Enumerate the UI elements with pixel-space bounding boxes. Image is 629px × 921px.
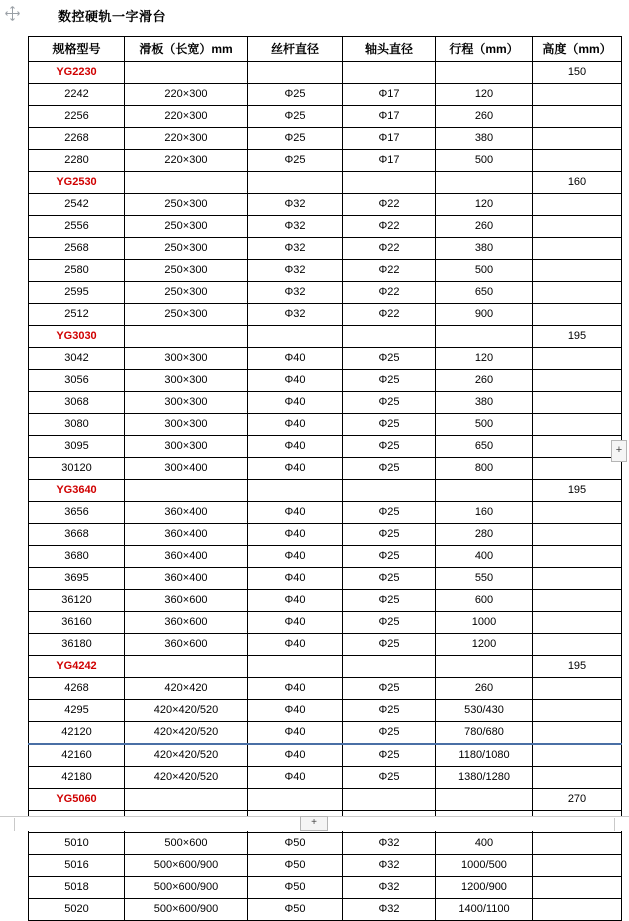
table-row [29,524,622,546]
cell-slide-size: 500×600 [125,833,248,855]
cell-travel: 650 [436,282,533,304]
cell-slide-size [125,480,248,502]
cell-travel: 260 [436,370,533,392]
cell-travel [436,62,533,84]
cell-screw-diameter: Φ40 [248,546,343,568]
cell-travel: 1200/900 [436,877,533,899]
column-header-model: 规格型号 [29,37,125,62]
cell-screw-diameter: Φ32 [248,282,343,304]
cell-model: 3680 [29,546,125,568]
cell-travel: 380 [436,238,533,260]
cell-slide-size: 500×600/900 [125,877,248,899]
cell-travel [436,326,533,348]
cell-height [533,414,622,436]
cell-height [533,282,622,304]
cell-model: YG3640 [29,480,125,502]
cell-screw-diameter: Φ40 [248,678,343,700]
cell-height [533,436,622,458]
cell-slide-size: 300×300 [125,370,248,392]
cell-model: YG4242 [29,656,125,678]
cell-slide-size: 250×300 [125,216,248,238]
cell-height [533,194,622,216]
table-row [29,238,622,260]
cell-shaft-diameter [343,62,436,84]
cell-slide-size: 420×420/520 [125,700,248,722]
cell-screw-diameter [248,326,343,348]
cell-screw-diameter: Φ50 [248,833,343,855]
table-row [29,744,622,767]
table-row [29,568,622,590]
cell-travel [436,480,533,502]
cell-shaft-diameter: Φ17 [343,84,436,106]
cell-shaft-diameter: Φ25 [343,612,436,634]
bottom-left-corner [0,818,15,831]
cell-height [533,612,622,634]
cell-travel [436,172,533,194]
cell-model: 2568 [29,238,125,260]
cell-height: 195 [533,480,622,502]
cell-slide-size: 250×300 [125,260,248,282]
table-row [29,634,622,656]
cell-height [533,524,622,546]
cell-screw-diameter [248,656,343,678]
cell-model: 3056 [29,370,125,392]
cell-screw-diameter: Φ32 [248,194,343,216]
cell-slide-size: 220×300 [125,106,248,128]
cell-travel: 120 [436,84,533,106]
cell-shaft-diameter: Φ17 [343,150,436,172]
cell-screw-diameter [248,172,343,194]
cell-travel: 500 [436,150,533,172]
cell-slide-size: 300×300 [125,348,248,370]
cell-model: 2512 [29,304,125,326]
cell-travel: 280 [436,524,533,546]
cell-slide-size [125,789,248,811]
cell-height [533,744,622,767]
table-group-row [29,480,622,502]
cell-screw-diameter: Φ40 [248,590,343,612]
cell-height [533,304,622,326]
table-row [29,370,622,392]
cell-shaft-diameter: Φ25 [343,634,436,656]
cell-model: 2256 [29,106,125,128]
cell-travel: 550 [436,568,533,590]
cell-model: 3042 [29,348,125,370]
cell-screw-diameter: Φ50 [248,855,343,877]
cell-slide-size: 360×400 [125,546,248,568]
cell-travel [436,789,533,811]
cell-shaft-diameter: Φ25 [343,722,436,745]
cell-screw-diameter: Φ40 [248,436,343,458]
cell-screw-diameter: Φ32 [248,260,343,282]
cell-screw-diameter: Φ40 [248,458,343,480]
cell-slide-size: 420×420/520 [125,722,248,745]
cell-height: 160 [533,172,622,194]
cell-slide-size: 360×400 [125,568,248,590]
cell-shaft-diameter: Φ17 [343,106,436,128]
cell-slide-size [125,326,248,348]
cell-model: 3656 [29,502,125,524]
cell-height [533,833,622,855]
cell-slide-size: 250×300 [125,238,248,260]
cell-slide-size: 360×400 [125,502,248,524]
table-row [29,458,622,480]
cell-slide-size: 220×300 [125,150,248,172]
cell-model: 2556 [29,216,125,238]
table-header-row [29,37,622,62]
cell-travel: 120 [436,348,533,370]
cell-shaft-diameter: Φ25 [343,348,436,370]
cell-model: 42160 [29,744,125,767]
cell-model: 2242 [29,84,125,106]
cell-travel: 1380/1280 [436,767,533,789]
cell-height [533,392,622,414]
cell-screw-diameter: Φ40 [248,700,343,722]
cell-model: 3695 [29,568,125,590]
table-row [29,678,622,700]
cell-travel: 260 [436,106,533,128]
cell-model: 2268 [29,128,125,150]
table-row [29,855,622,877]
cell-height [533,150,622,172]
cell-height [533,678,622,700]
cell-slide-size: 250×300 [125,194,248,216]
cell-model: 5016 [29,855,125,877]
cell-screw-diameter: Φ40 [248,370,343,392]
cell-screw-diameter: Φ25 [248,84,343,106]
cell-screw-diameter: Φ40 [248,524,343,546]
page-title: 数控硬轨一字滑台 [58,9,167,24]
table-row [29,84,622,106]
cell-shaft-diameter: Φ22 [343,304,436,326]
cell-travel: 500 [436,414,533,436]
cell-shaft-diameter: Φ25 [343,744,436,767]
table-row [29,150,622,172]
cell-slide-size: 300×300 [125,414,248,436]
table-row [29,106,622,128]
cell-shaft-diameter: Φ25 [343,414,436,436]
cell-height [533,348,622,370]
cell-model: 3068 [29,392,125,414]
cell-travel: 1180/1080 [436,744,533,767]
cell-slide-size: 250×300 [125,282,248,304]
cell-height [533,877,622,899]
table-row [29,899,622,921]
cell-shaft-diameter: Φ25 [343,568,436,590]
cell-screw-diameter: Φ40 [248,744,343,767]
cell-slide-size: 420×420/520 [125,744,248,767]
cell-travel: 1000/500 [436,855,533,877]
cell-slide-size: 360×600 [125,634,248,656]
table-header [29,37,622,62]
cell-height [533,216,622,238]
cell-model: 30120 [29,458,125,480]
cell-height [533,722,622,745]
table-group-row [29,62,622,84]
cell-model: 5018 [29,877,125,899]
bottom-expand-button[interactable]: + [300,816,328,831]
cell-screw-diameter: Φ40 [248,634,343,656]
side-expand-button[interactable]: + [611,440,627,462]
cell-screw-diameter: Φ50 [248,877,343,899]
cell-screw-diameter [248,62,343,84]
cell-height: 195 [533,326,622,348]
cell-model: YG2530 [29,172,125,194]
cell-shaft-diameter: Φ32 [343,877,436,899]
cell-shaft-diameter: Φ22 [343,260,436,282]
cell-slide-size: 220×300 [125,84,248,106]
cell-height [533,84,622,106]
table-row [29,348,622,370]
cell-travel: 380 [436,392,533,414]
cell-travel: 120 [436,194,533,216]
cell-model: 3668 [29,524,125,546]
cell-model: 2280 [29,150,125,172]
cell-slide-size [125,62,248,84]
cell-screw-diameter: Φ40 [248,568,343,590]
cell-height [533,106,622,128]
cell-height [533,700,622,722]
cell-model: 42180 [29,767,125,789]
cell-height: 150 [533,62,622,84]
cell-slide-size: 500×600/900 [125,855,248,877]
cell-travel: 400 [436,833,533,855]
cell-travel: 530/430 [436,700,533,722]
cell-shaft-diameter: Φ25 [343,458,436,480]
cell-screw-diameter: Φ32 [248,304,343,326]
cell-height [533,634,622,656]
cell-height [533,458,622,480]
table-row [29,767,622,789]
cell-model: 2595 [29,282,125,304]
cell-slide-size: 300×400 [125,458,248,480]
cell-screw-diameter: Φ40 [248,612,343,634]
table-row [29,282,622,304]
table-row [29,877,622,899]
cell-screw-diameter: Φ40 [248,348,343,370]
cell-shaft-diameter: Φ25 [343,502,436,524]
cell-model: 4295 [29,700,125,722]
cell-travel [436,656,533,678]
cell-model: 36160 [29,612,125,634]
table-body [29,62,622,921]
cell-height [533,767,622,789]
table-group-row [29,172,622,194]
cell-model: 4268 [29,678,125,700]
cell-shaft-diameter: Φ25 [343,546,436,568]
cell-travel: 380 [436,128,533,150]
cell-slide-size: 360×600 [125,590,248,612]
cell-travel: 1000 [436,612,533,634]
cell-screw-diameter: Φ32 [248,216,343,238]
column-header-shaft-diameter: 轴头直径 [343,37,436,62]
cell-travel: 1400/1100 [436,899,533,921]
cell-slide-size: 360×400 [125,524,248,546]
cell-screw-diameter: Φ32 [248,238,343,260]
cell-shaft-diameter: Φ17 [343,128,436,150]
table-row [29,128,622,150]
cell-screw-diameter [248,480,343,502]
cell-screw-diameter: Φ40 [248,502,343,524]
cell-shaft-diameter [343,480,436,502]
move-cross-icon[interactable] [5,6,20,21]
cell-model: 42120 [29,722,125,745]
cell-slide-size: 220×300 [125,128,248,150]
cell-shaft-diameter: Φ25 [343,767,436,789]
table-row [29,612,622,634]
cell-height [533,855,622,877]
cell-height: 270 [533,789,622,811]
cell-travel: 400 [436,546,533,568]
bottom-right-corner [614,818,629,831]
cell-height [533,260,622,282]
cell-shaft-diameter: Φ25 [343,524,436,546]
cell-screw-diameter: Φ25 [248,106,343,128]
cell-height [533,502,622,524]
table-row [29,546,622,568]
cell-model: 36120 [29,590,125,612]
cell-shaft-diameter: Φ32 [343,855,436,877]
cell-slide-size: 300×300 [125,436,248,458]
cell-travel: 260 [436,216,533,238]
cell-screw-diameter: Φ25 [248,150,343,172]
cell-height [533,546,622,568]
cell-height [533,238,622,260]
column-header-height: 高度（mm） [533,37,622,62]
table-row [29,722,622,745]
cell-travel: 600 [436,590,533,612]
cell-travel: 780/680 [436,722,533,745]
cell-slide-size: 420×420/520 [125,767,248,789]
table-row [29,700,622,722]
cell-slide-size: 360×600 [125,612,248,634]
cell-slide-size: 500×600/900 [125,899,248,921]
table-row [29,414,622,436]
cell-travel: 800 [436,458,533,480]
cell-model: YG2230 [29,62,125,84]
cell-height [533,899,622,921]
cell-model: 3095 [29,436,125,458]
cell-travel: 1200 [436,634,533,656]
table-row [29,502,622,524]
table-row [29,833,622,855]
cell-shaft-diameter: Φ22 [343,216,436,238]
cell-travel: 900 [436,304,533,326]
cell-model: 2542 [29,194,125,216]
table-row [29,590,622,612]
cell-shaft-diameter: Φ25 [343,370,436,392]
cell-height [533,568,622,590]
cell-shaft-diameter: Φ25 [343,392,436,414]
cell-travel: 500 [436,260,533,282]
cell-model: 3080 [29,414,125,436]
table-row [29,260,622,282]
table-row [29,436,622,458]
cell-shaft-diameter: Φ22 [343,282,436,304]
cell-height [533,590,622,612]
table-row [29,216,622,238]
cell-slide-size: 250×300 [125,304,248,326]
cell-shaft-diameter: Φ22 [343,238,436,260]
cell-height [533,370,622,392]
spec-table [28,36,622,921]
cell-screw-diameter: Φ40 [248,392,343,414]
cell-screw-diameter [248,789,343,811]
cell-travel: 650 [436,436,533,458]
cell-model: 5010 [29,833,125,855]
table-row [29,194,622,216]
cell-shaft-diameter [343,172,436,194]
cell-shaft-diameter: Φ32 [343,833,436,855]
cell-shaft-diameter: Φ22 [343,194,436,216]
cell-screw-diameter: Φ40 [248,414,343,436]
table-row [29,304,622,326]
cell-travel: 260 [436,678,533,700]
cell-screw-diameter: Φ40 [248,767,343,789]
cell-slide-size [125,172,248,194]
table-row [29,392,622,414]
cell-model: 2580 [29,260,125,282]
cell-shaft-diameter: Φ25 [343,436,436,458]
cell-model: YG3030 [29,326,125,348]
table-group-row [29,656,622,678]
cell-shaft-diameter: Φ25 [343,678,436,700]
cell-shaft-diameter [343,789,436,811]
cell-slide-size: 420×420 [125,678,248,700]
cell-slide-size [125,656,248,678]
cell-height: 195 [533,656,622,678]
cell-shaft-diameter: Φ25 [343,590,436,612]
column-header-slide-size: 滑板（长宽）mm [125,37,248,62]
cell-shaft-diameter [343,656,436,678]
cell-model: 36180 [29,634,125,656]
table-group-row [29,789,622,811]
cell-slide-size: 300×300 [125,392,248,414]
cell-height [533,128,622,150]
cell-screw-diameter: Φ50 [248,899,343,921]
cell-travel: 160 [436,502,533,524]
cell-screw-diameter: Φ25 [248,128,343,150]
spec-table-wrapper [28,36,612,921]
cell-model: 5020 [29,899,125,921]
table-group-row [29,326,622,348]
cell-shaft-diameter [343,326,436,348]
column-header-screw-diameter: 丝杆直径 [248,37,343,62]
cell-screw-diameter: Φ40 [248,722,343,745]
cell-model: YG5060 [29,789,125,811]
cell-shaft-diameter: Φ25 [343,700,436,722]
column-header-travel: 行程（mm） [436,37,533,62]
cell-shaft-diameter: Φ32 [343,899,436,921]
